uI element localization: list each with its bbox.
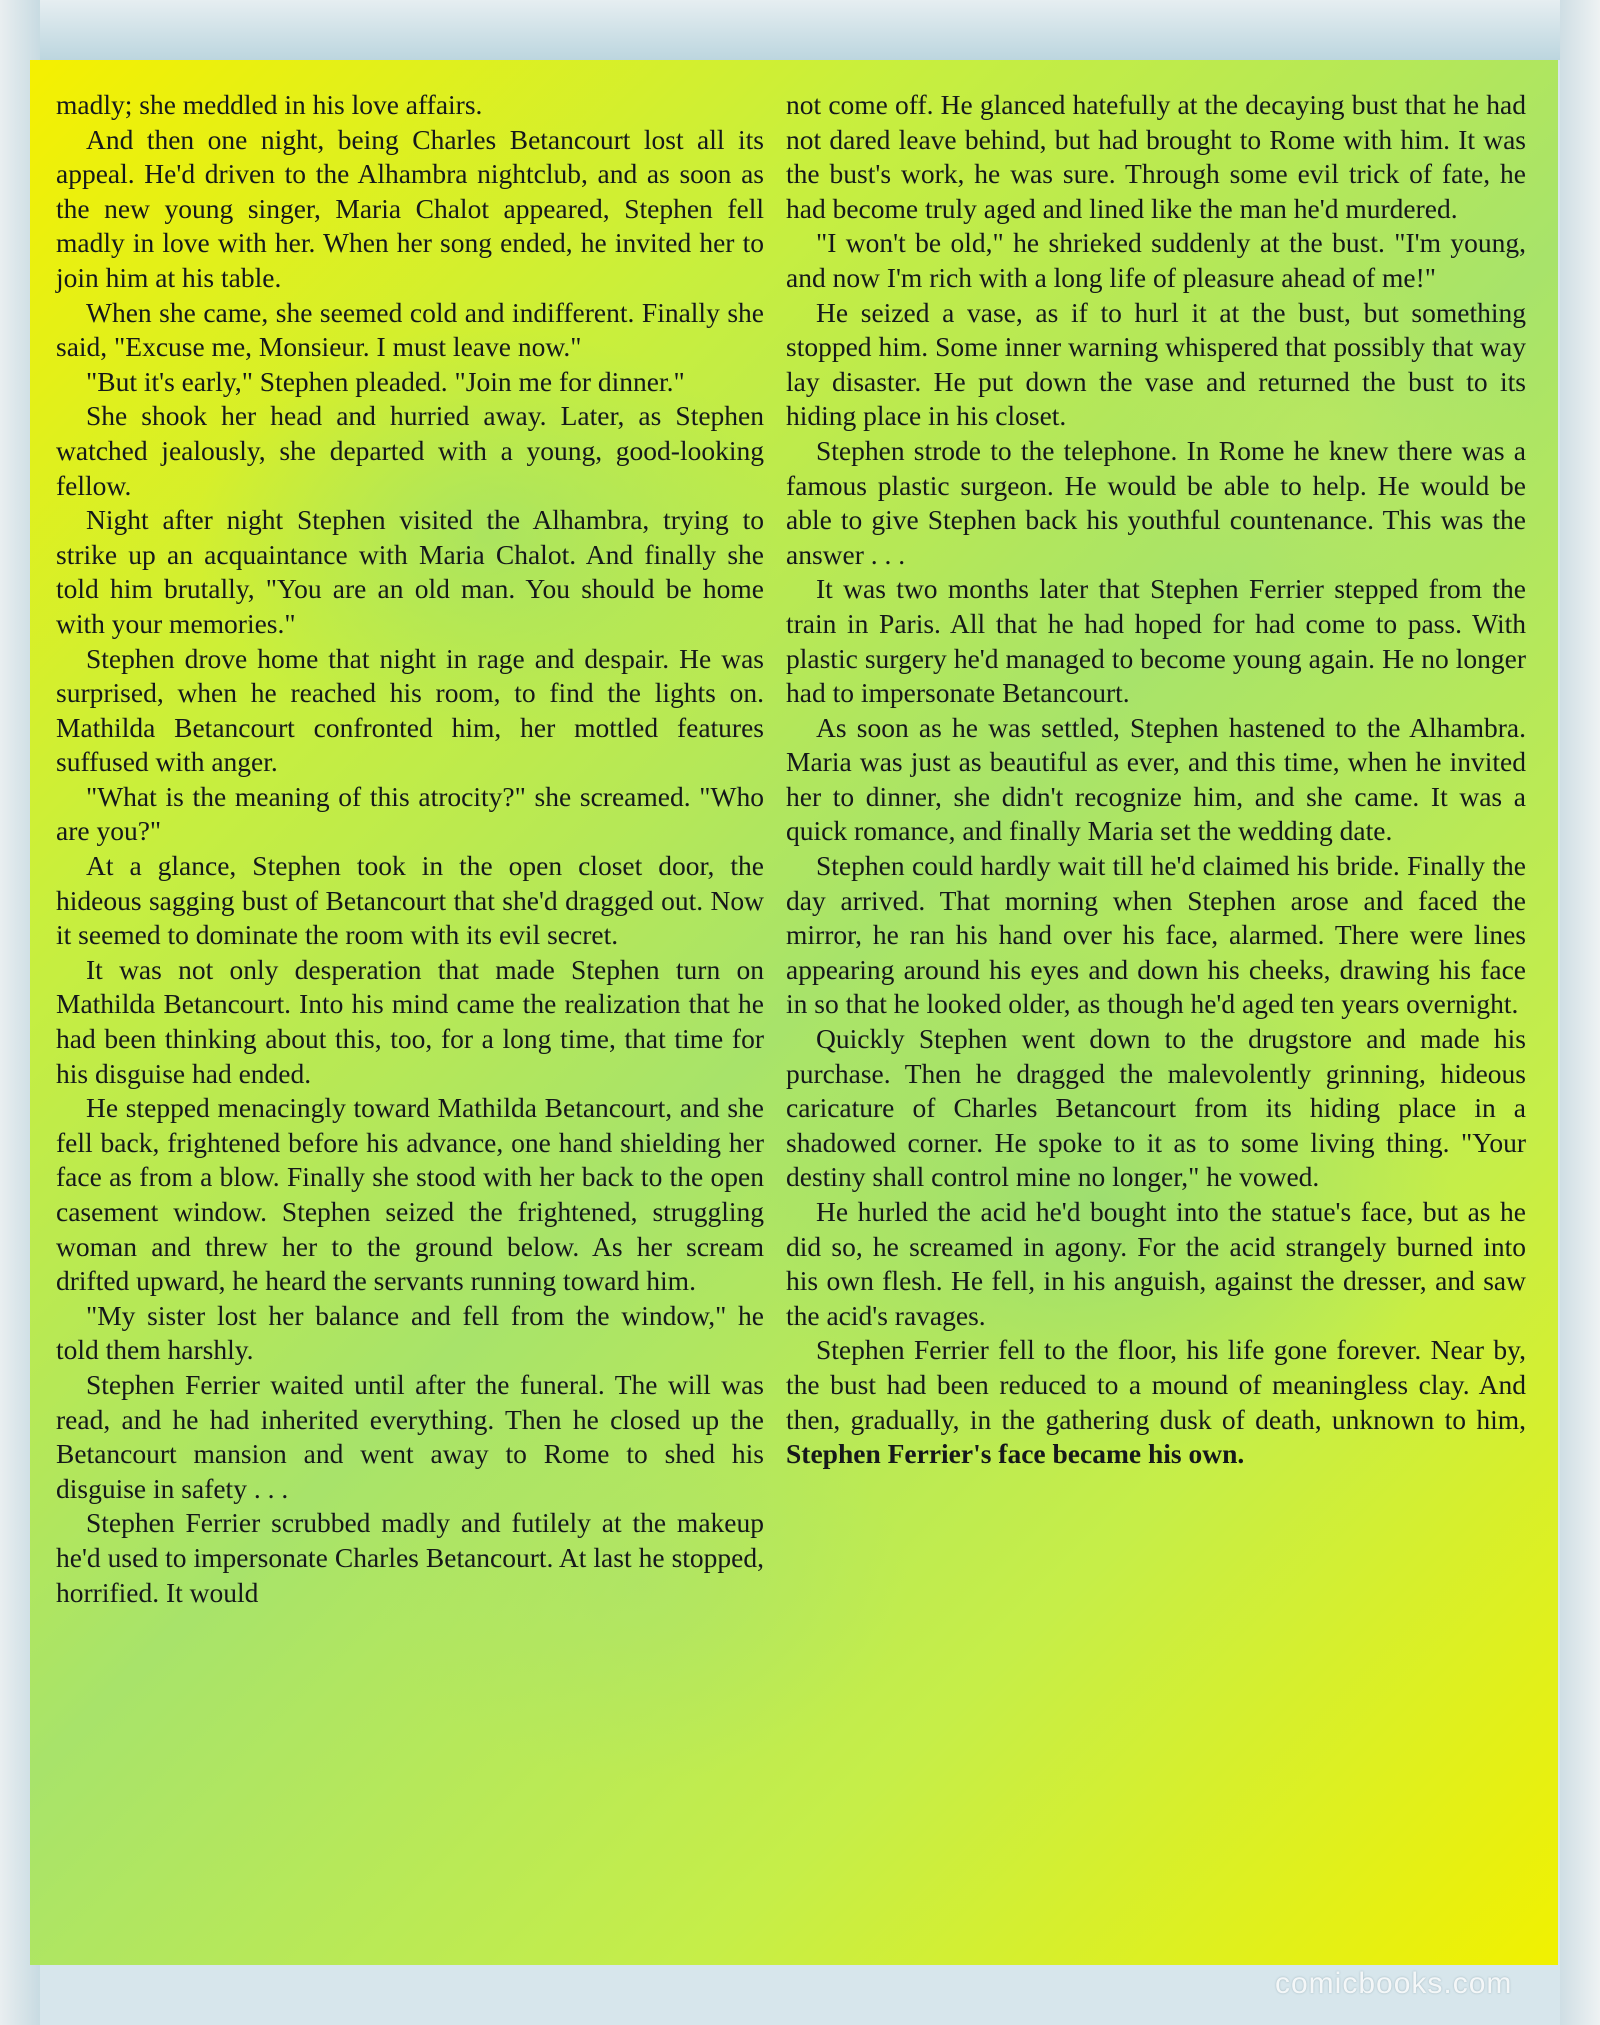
- final-line: Stephen Ferrier's face became his own.: [786, 1438, 1245, 1470]
- paragraph: At a glance, Stephen took in the open closet door, the hideous sagging bust of Betancourt that she'd dragged out. Now it seemed to dominate the room with its evil secret.: [56, 850, 764, 951]
- paragraph: Quickly Stephen went down to the drugstore and made his purchase. Then he dragged the malevolently grinning, hideous caricature of Charles Betancourt from its hiding place in a shadowed corner. He spoke to it as to some living thing. "Your destiny shall control mine no longer," he vowed.: [786, 1023, 1526, 1193]
- paragraph: Night after night Stephen visited the Alhambra, trying to strike up an acquaintance with Maria Chalot. And finally she told him brutally, "You are an old man. You should be home with your memories.": [56, 504, 764, 639]
- paragraph: Stephen drove home that night in rage and despair. He was surprised, when he reached his room, to find the lights on. Mathilda Betancourt confronted him, her mottled features suffused with anger.: [56, 642, 764, 778]
- paragraph: It was not only desperation that made Stephen turn on Mathilda Betancourt. Into his mind came the realization that he had been thinking about this, too, for a long time, that time for his disguise had ended.: [56, 953, 764, 1089]
- paragraph: [786, 1333, 1526, 1471]
- page-right-edge: [1560, 0, 1600, 2025]
- watermark-text: comicbooks.com: [1275, 1967, 1513, 2000]
- paragraph: It was two months later that Stephen Ferrier stepped from the train in Paris. All that he had hoped for had come to pass. With plastic surgery he'd managed to become young again. He no longer had to impersonate Betancourt.: [786, 573, 1526, 709]
- right-text-column: [786, 88, 1526, 1472]
- paragraph: madly; she meddled in his love affairs.: [56, 89, 483, 120]
- paragraph: "But it's early," Stephen pleaded. "Join me for dinner.": [86, 365, 685, 397]
- paragraph: "My sister lost her balance and fell from the window," he told them harshly.: [56, 1299, 764, 1366]
- paragraph: And then one night, being Charles Betancourt lost all its appeal. He'd driven to the Alhambra nightclub, and as soon as the new young singer, Maria Chalot appeared, Stephen fell madly in love with her. When her song ended, he invited her to join him at his table.: [56, 123, 764, 293]
- paragraph: "What is the meaning of this atrocity?" she screamed. "Who are you?": [56, 780, 764, 847]
- page-top-edge: [0, 0, 1600, 60]
- paragraph-text: Stephen Ferrier fell to the floor, his life gone forever. Near by, the bust had been reduced to a mound of meaningless clay. And then, gradually, in the gathering dusk of death, unknown to him,: [786, 1334, 1526, 1435]
- paragraph: He stepped menacingly toward Mathilda Betancourt, and she fell back, frightened before his advance, one hand shielding her face as from a blow. Finally she stood with her back to the open casement window. Stephen seized the frightened, struggling woman and threw her to the ground below. As her scream drifted upward, he heard the servants running toward him.: [56, 1092, 764, 1297]
- paragraph: Stephen Ferrier scrubbed madly and futilely at the makeup he'd used to impersonate Charles Betancourt. At last he stopped, horrified. It would: [56, 1507, 764, 1608]
- paragraph: As soon as he was settled, Stephen hastened to the Alhambra. Maria was just as beautiful as ever, and this time, when he invited her to dinner, she didn't recognize him, and she came. It was a quick romance, and finally Maria set the wedding date.: [786, 711, 1526, 847]
- paragraph: He seized a vase, as if to hurl it at the bust, but something stopped him. Some inner warning whispered that possibly that way lay disaster. He put down the vase and returned the bust to its hiding place in his closet.: [786, 296, 1526, 432]
- left-text-column: [56, 88, 764, 1610]
- paragraph: Stephen strode to the telephone. In Rome he knew there was a famous plastic surgeon. He would be able to help. He would be able to give Stephen back his youthful countenance. This was the answer . . .: [786, 434, 1526, 570]
- paragraph: She shook her head and hurried away. Later, as Stephen watched jealously, she departed with a young, good-looking fellow.: [56, 400, 764, 501]
- paragraph: Stephen could hardly wait till he'd claimed his bride. Finally the day arrived. That morning when Stephen arose and faced the mirror, he ran his hand over his face, alarmed. There were lines appearing around his eyes and down his cheeks, drawing his face in so that he looked older, as though he'd aged ten years overnight.: [786, 850, 1526, 1020]
- story-page: [30, 60, 1558, 1965]
- paragraph: not come off. He glanced hatefully at the decaying bust that he had not dared leave behind, but had brought to Rome with him. It was the bust's work, he was sure. Through some evil trick of fate, he had become truly aged and lined like the man he'd murdered.: [786, 89, 1526, 224]
- paragraph: He hurled the acid he'd bought into the statue's face, but as he did so, he screamed in agony. For the acid strangely burned into his own flesh. He fell, in his anguish, against the dresser, and saw the acid's ravages.: [786, 1196, 1526, 1331]
- paragraph: When she came, she seemed cold and indifferent. Finally she said, "Excuse me, Monsieur. I must leave now.": [56, 296, 764, 363]
- paragraph: "I won't be old," he shrieked suddenly at the bust. "I'm young, and now I'm rich with a long life of pleasure ahead of me!": [786, 227, 1526, 293]
- paragraph: Stephen Ferrier waited until after the funeral. The will was read, and he had inherited everything. Then he closed up the Betancourt mansion and went away to Rome to shed his disguise in safety . . .: [56, 1368, 764, 1504]
